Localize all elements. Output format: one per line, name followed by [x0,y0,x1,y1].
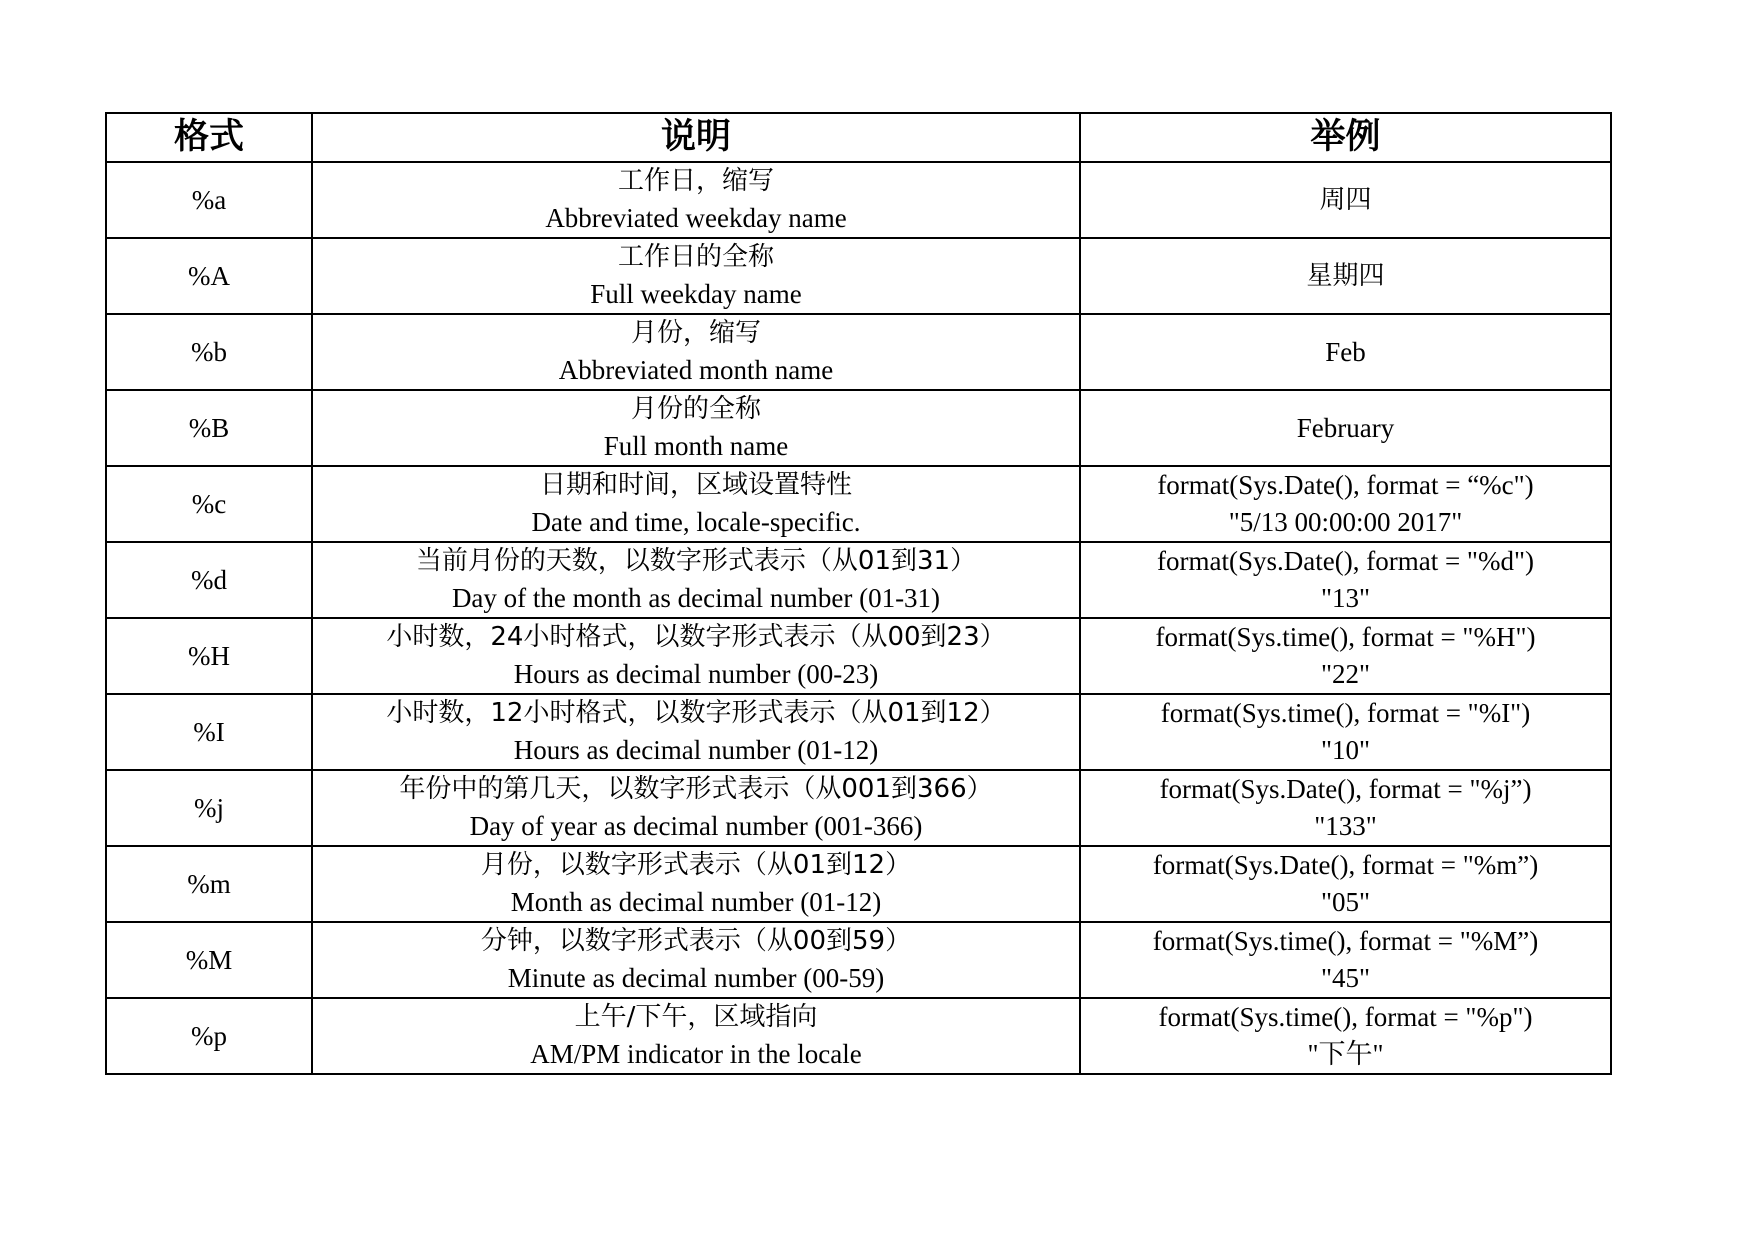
header-row [106,113,1611,162]
description-cell [312,542,1080,618]
example-cell [1080,846,1611,922]
description-zh: 月份，以数字形式表示（从01到12） [480,850,912,880]
example-result: "下午" [1307,1039,1384,1069]
description-en: Day of the month as decimal number (01-31) [451,583,941,613]
example-result: "13" [1320,583,1371,613]
description-en: AM/PM indicator in the locale [530,1039,862,1069]
header-description: 说明 [312,113,1080,162]
table-row [106,542,1611,618]
description-en: Date and time, locale-specific. [531,507,861,537]
example-line: February [1296,412,1395,443]
format-code-cell: %m [106,846,312,922]
table-row [106,694,1611,770]
format-code-cell: %p [106,998,312,1074]
example-cell [1080,998,1611,1074]
description-en: Minute as decimal number (00-59) [507,963,885,993]
description-zh: 小时数，24小时格式，以数字形式表示（从00到23） [386,622,1006,652]
example-cell [1080,466,1611,542]
format-code-cell: %d [106,542,312,618]
example-cell [1080,618,1611,694]
example-cell [1080,694,1611,770]
table-row [106,390,1611,466]
description-en: Day of year as decimal number (001-366) [469,811,923,841]
description-zh: 月份，缩写 [630,318,761,348]
example-line: format(Sys.Date(), format = “%c") [1157,470,1534,500]
table-row [106,922,1611,998]
example-cell [1080,770,1611,846]
format-code-cell: %H [106,618,312,694]
format-code-cell: %I [106,694,312,770]
format-code-cell: %c [106,466,312,542]
example-cell [1080,542,1611,618]
description-zh: 日期和时间，区域设置特性 [539,470,852,500]
example-line: format(Sys.Date(), format = "%m”) [1152,850,1539,880]
description-cell [312,922,1080,998]
description-zh: 当前月份的天数，以数字形式表示（从01到31） [415,546,977,576]
example-line: format(Sys.time(), format = "%H") [1155,622,1536,652]
description-en: Hours as decimal number (00-23) [513,659,879,689]
example-cell [1080,162,1611,238]
description-zh: 月份的全称 [630,394,761,424]
description-zh: 分钟，以数字形式表示（从00到59） [480,926,912,956]
example-result: "45" [1320,963,1371,993]
description-en: Full month name [603,431,789,461]
description-zh: 工作日，缩写 [617,166,774,196]
description-cell [312,694,1080,770]
example-result: "22" [1320,659,1371,689]
example-cell [1080,922,1611,998]
header-example: 举例 [1080,113,1611,162]
description-en: Full weekday name [590,279,802,309]
description-cell [312,770,1080,846]
example-result: "5/13 00:00:00 2017" [1228,507,1463,537]
description-zh: 上午/下午，区域指向 [574,1002,818,1032]
format-code-cell: %A [106,238,312,314]
description-zh: 工作日的全称 [617,242,774,272]
example-line: Feb [1325,336,1366,367]
example-line: 周四 [1319,184,1372,215]
example-result: "05" [1320,887,1371,917]
example-line: format(Sys.Date(), format = "%d") [1157,546,1534,576]
table-body [106,162,1611,1074]
format-table [105,112,1612,1075]
example-line: format(Sys.time(), format = "%M”) [1152,926,1539,956]
format-code-cell: %b [106,314,312,390]
table-row [106,618,1611,694]
example-cell [1080,314,1611,390]
description-cell [312,162,1080,238]
description-cell [312,998,1080,1074]
description-cell [312,314,1080,390]
description-zh: 小时数，12小时格式，以数字形式表示（从01到12） [386,698,1006,728]
example-result: "10" [1320,735,1371,765]
description-cell [312,618,1080,694]
format-code-cell: %j [106,770,312,846]
example-cell [1080,238,1611,314]
table-row [106,466,1611,542]
table-row [106,162,1611,238]
description-cell [312,846,1080,922]
description-en: Month as decimal number (01-12) [510,887,882,917]
header-format: 格式 [106,113,312,162]
description-cell [312,390,1080,466]
format-code-cell: %B [106,390,312,466]
example-line: format(Sys.time(), format = "%p") [1158,1002,1533,1032]
table-header [106,113,1611,162]
example-line: format(Sys.Date(), format = "%j”) [1159,774,1532,804]
table-row [106,770,1611,846]
example-result: "133" [1314,811,1377,841]
example-cell [1080,390,1611,466]
description-cell [312,238,1080,314]
table-row [106,314,1611,390]
table-row [106,846,1611,922]
description-en: Abbreviated month name [558,355,834,385]
format-code-cell: %M [106,922,312,998]
table-row [106,238,1611,314]
description-zh: 年份中的第几天，以数字形式表示（从001到366） [399,774,993,804]
description-en: Hours as decimal number (01-12) [513,735,879,765]
table-row [106,998,1611,1074]
format-code-cell: %a [106,162,312,238]
example-line: 星期四 [1306,260,1385,291]
description-cell [312,466,1080,542]
description-en: Abbreviated weekday name [545,203,847,233]
example-line: format(Sys.time(), format = "%I") [1160,698,1531,728]
